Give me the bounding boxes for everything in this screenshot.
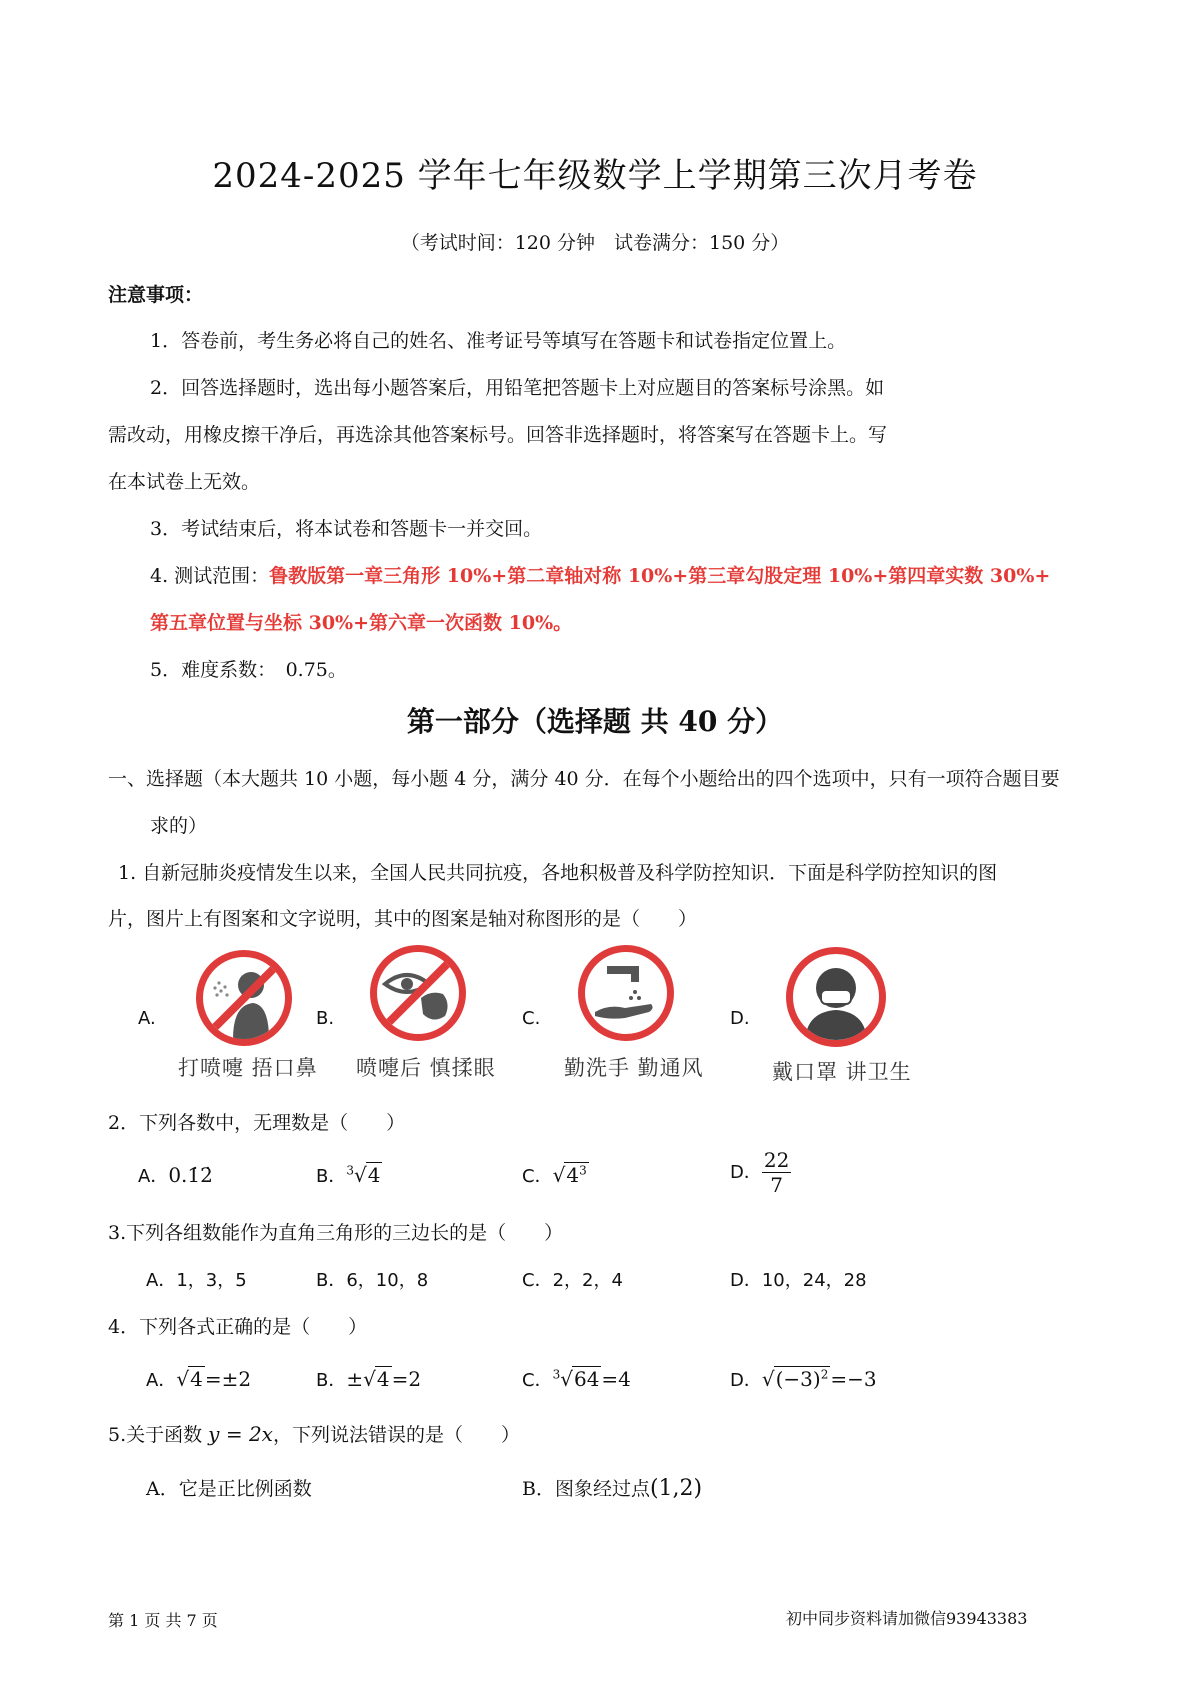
q4-option-c-index: 3 (552, 1367, 561, 1382)
q2-option-b-radicand: 4 (367, 1163, 381, 1187)
q5-option-b[interactable] (522, 1474, 702, 1501)
q4-option-b-rhs: =2 (391, 1367, 422, 1391)
q2-stem: 2．下列各数中，无理数是（ ） (108, 1112, 406, 1134)
q2-option-c-letter: C． (522, 1166, 553, 1187)
q4-option-b-prefix: ± (346, 1367, 364, 1391)
notice-item-5: 5．难度系数： 0.75。 (150, 659, 347, 681)
q3-option-d[interactable]: D．10，24，28 (730, 1270, 867, 1291)
section-desc-line1: 一、选择题（本大题共 10 小题，每小题 4 分，满分 40 分．在每个小题给出的四个选项中，只有一项符合题目要 (108, 768, 1060, 790)
q4-option-b-radicand: 4 (376, 1367, 390, 1391)
q2-option-d-numerator: 22 (763, 1148, 790, 1172)
notice-heading: 注意事项： (108, 284, 204, 306)
notice-item-3: 3．考试结束后，将本试卷和答题卡一并交回。 (150, 518, 543, 540)
q4-option-d[interactable]: D．$√(-3)^2 =-3$ (730, 1367, 877, 1391)
q2-option-b[interactable]: B．$^3$√4 (316, 1163, 381, 1187)
q4-option-c[interactable]: C．$^3$√64 =4 (522, 1367, 631, 1391)
section-title: 第一部分（选择题 共 40 分） (406, 705, 784, 738)
q1-option-a-letter[interactable]: A. (138, 1008, 156, 1029)
q2-option-b-letter: B． (316, 1166, 347, 1187)
q3-option-a[interactable]: A．1，3，5 (146, 1270, 247, 1291)
page-number: 第 1 页 共 7 页 (108, 1611, 218, 1630)
q3-option-b[interactable]: B．6，10，8 (316, 1270, 429, 1291)
q2-option-a[interactable] (138, 1162, 213, 1188)
q5-option-a[interactable]: A．它是正比例函数 (146, 1478, 312, 1500)
contact-note: 初中同步资料请加微信93943383 (786, 1609, 1028, 1628)
q4-option-b-letter: B． (316, 1370, 347, 1391)
q3-stem: 3.下列各组数能作为直角三角形的三边长的是（ ） (108, 1222, 564, 1244)
q5-stem (108, 1420, 520, 1447)
q4-option-d-rhs: =−3 (830, 1367, 877, 1391)
q4-option-a-rhs: =±2 (204, 1367, 252, 1391)
q2-option-c-exponent: 3 (579, 1163, 587, 1178)
q1-stem-line1: 1. 自新冠肺炎疫情发生以来，全国人民共同抗疫，各地积极普及科学防控知识．下面是科学防控知识的图 (118, 862, 998, 884)
q4-option-a[interactable]: A．√4 =±2 (146, 1367, 252, 1391)
q1-option-c-letter[interactable]: C. (522, 1008, 541, 1029)
notice-item-4-prefix: 4. 测试范围： (150, 565, 270, 587)
q5-stem-prefix: 5.关于函数 (108, 1424, 209, 1446)
notice-item-2-line3: 在本试卷上无效。 (108, 471, 261, 493)
exam-subtitle: （考试时间：120 分钟 试卷满分：150 分） (400, 232, 790, 254)
page-title: 2024-2025 学年七年级数学上学期第三次月考卷 (212, 156, 978, 196)
section-desc-line2: 求的） (150, 815, 208, 837)
q1-option-d-letter[interactable]: D. (730, 1008, 750, 1029)
q4-option-c-rhs: =4 (601, 1367, 631, 1391)
q4-stem: 4．下列各式正确的是（ ） (108, 1316, 368, 1338)
wear-mask-icon (786, 947, 886, 1047)
q2-option-a-letter: A． (138, 1166, 169, 1187)
q4-option-d-radicand: (−3) (775, 1367, 821, 1391)
q1-stem-line2: 片，图片上有图案和文字说明，其中的图案是轴对称图形的是（ ） (108, 908, 698, 930)
no-eye-rub-icon (370, 945, 466, 1041)
no-sneeze-icon (196, 950, 292, 1046)
q4-option-d-letter: D． (730, 1370, 762, 1391)
q4-option-c-letter: C． (522, 1370, 553, 1391)
q4-option-a-letter: A． (146, 1370, 177, 1391)
q2-option-d[interactable] (730, 1148, 791, 1197)
q4-option-c-radicand: 64 (573, 1367, 600, 1391)
q5-function: y = 2x (208, 1422, 273, 1446)
q1-option-c-caption: 勤洗手 勤通风 (564, 1056, 704, 1080)
q1-option-b-letter[interactable]: B. (316, 1008, 335, 1029)
q5-option-b-text: B．图象经过点 (522, 1478, 650, 1500)
notice-item-2-line2: 需改动，用橡皮擦干净后，再选涂其他答案标号。回答非选择题时，将答案写在答题卡上。写 (108, 424, 888, 446)
q2-option-a-value: 0.1̇2̇ (168, 1163, 213, 1187)
q5-option-b-point: (1,2) (649, 1476, 703, 1501)
q5-stem-suffix: ，下列说法错误的是（ ） (272, 1424, 520, 1446)
q4-option-b[interactable]: B．±√4 =2 (316, 1367, 422, 1391)
notice-item-4-line1 (150, 561, 1050, 588)
q2-option-c-base: 4 (566, 1163, 580, 1187)
q1-option-d-caption: 戴口罩 讲卫生 (772, 1060, 912, 1084)
test-scope-red-1: 鲁教版第一章三角形 10%+第二章轴对称 10%+第三章勾股定理 10%+第四章实数 30%+ (269, 565, 1051, 587)
wash-hands-icon (578, 945, 674, 1041)
notice-item-1: 1．答卷前，考生务必将自己的姓名、准考证号等填写在答题卡和试卷指定位置上。 (150, 330, 847, 352)
notice-item-2-line1: 2．回答选择题时，选出每小题答案后，用铅笔把答题卡上对应题目的答案标号涂黑。如 (150, 377, 885, 399)
q3-option-c[interactable]: C．2，2，4 (522, 1270, 623, 1291)
q1-option-b-caption: 喷嚏后 慎揉眼 (356, 1056, 496, 1080)
q2-option-c[interactable]: C．$√4^3$ (522, 1163, 587, 1187)
q1-option-a-caption: 打喷嚏 捂口鼻 (178, 1056, 318, 1080)
q2-option-d-letter: D． (730, 1162, 762, 1183)
q2-option-b-index: 3 (346, 1163, 354, 1178)
q4-option-a-radicand: 4 (190, 1367, 203, 1391)
test-scope-red-2: 第五章位置与坐标 30%+第六章一次函数 10%。 (150, 612, 573, 634)
q4-option-d-exponent: 2 (820, 1367, 829, 1382)
q2-option-d-denominator: 7 (770, 1173, 783, 1197)
